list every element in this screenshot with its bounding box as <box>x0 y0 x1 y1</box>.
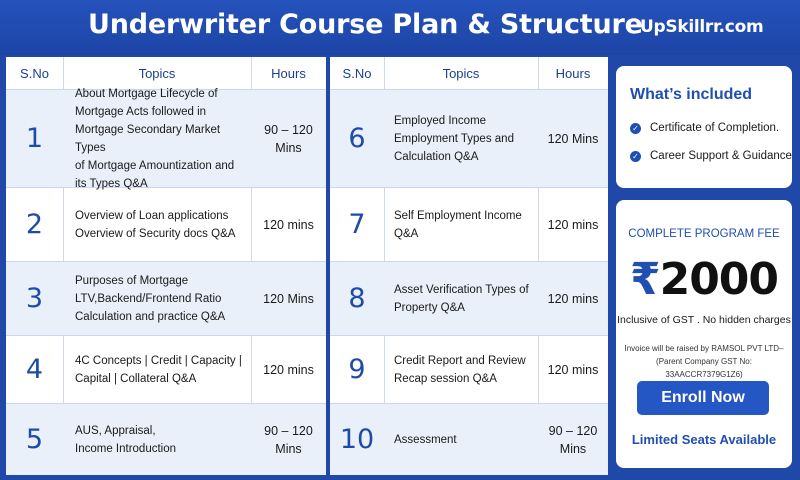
row-hours: 120 mins <box>547 362 599 377</box>
row-topic: Self Employment Income Q&A <box>394 209 522 240</box>
course-table-right <box>330 57 608 475</box>
row-topic: Asset Verification Types of Property Q&A <box>394 283 529 314</box>
row-topic: Purposes of Mortgage LTV,Backend/Frontend Ratio Calculation and practice Q&A <box>75 274 226 323</box>
included-item <box>630 120 779 136</box>
row-number: 10 <box>339 424 375 455</box>
row-topic: Overview of Loan applications Overview of Security docs Q&A <box>75 209 236 240</box>
row-number: 8 <box>348 283 366 314</box>
table-row <box>6 336 326 404</box>
table-row <box>330 262 608 336</box>
included-item-label: Certificate of Completion. <box>650 122 780 134</box>
included-item <box>630 148 792 164</box>
row-hours: 90 – 120 Mins <box>264 122 313 155</box>
fee-note: Inclusive of GST . No hidden charges <box>617 314 791 326</box>
column-header-topics: Topics <box>138 66 176 81</box>
row-hours: 120 mins <box>547 291 599 306</box>
fee-amount: 2000 <box>659 254 779 305</box>
row-hours: 120 Mins <box>547 131 599 146</box>
row-topic: Credit Report and Review Recap session Q&A <box>394 354 526 385</box>
column-header-hours: Hours <box>555 66 591 81</box>
header-bar <box>0 0 800 55</box>
table-row <box>6 404 326 475</box>
table-row <box>330 336 608 404</box>
included-item-label: Career Support & Guidance <box>650 150 792 162</box>
row-topic: Assessment <box>394 433 457 446</box>
row-number: 9 <box>348 354 366 385</box>
row-number: 5 <box>25 424 44 455</box>
column-header-topics: Topics <box>442 66 480 81</box>
row-hours: 120 mins <box>547 217 599 232</box>
program-fee-card <box>616 200 792 468</box>
page-title: Underwriter Course Plan & Structure <box>88 9 643 40</box>
row-number: 6 <box>348 123 366 154</box>
rupee-icon: ₹ <box>629 254 660 305</box>
check-circle-icon: ✓ <box>630 151 641 162</box>
row-topic: AUS, Appraisal, Income Introduction <box>75 424 177 455</box>
table-row <box>6 188 326 262</box>
table-row <box>330 404 608 475</box>
row-topic: About Mortgage Lifecycle of Mortgage Acts followed in Mortgage Secondary Market Types of Mortgage Amountization and its Types Q&A <box>75 87 235 190</box>
invoice-note: Invoice will be raised by RAMSOL PVT LTD– (Parent Company GST No: 33AACCR7379G1Z6) <box>624 344 784 379</box>
table-header <box>330 57 608 90</box>
row-hours: 120 Mins <box>263 291 314 306</box>
row-hours: 90 – 120 Mins <box>264 423 313 456</box>
column-header-hours: Hours <box>271 66 306 81</box>
course-table-left <box>6 57 326 475</box>
row-number: 3 <box>25 283 44 314</box>
row-number: 4 <box>25 354 44 385</box>
table-row <box>330 90 608 188</box>
row-topic: Employed Income Employment Types and Calculation Q&A <box>394 114 514 163</box>
row-number: 2 <box>25 209 44 240</box>
column-header-sno: S.No <box>20 66 49 81</box>
row-topic: 4C Concepts | Credit | Capacity | Capital | Collateral Q&A <box>75 354 242 385</box>
table-row <box>330 188 608 262</box>
whats-included-title: What’s included <box>630 86 753 103</box>
brand-logo[interactable]: UpSkillrr.com <box>640 17 764 37</box>
table-row <box>6 87 326 190</box>
row-hours: 120 mins <box>263 217 314 232</box>
limited-seats-text: Limited Seats Available <box>631 432 777 447</box>
fee-label: COMPLETE PROGRAM FEE <box>628 228 780 240</box>
table-row <box>6 262 326 336</box>
row-number: 1 <box>25 123 44 154</box>
enroll-now-button[interactable]: Enroll Now <box>637 381 769 415</box>
row-hours: 120 mins <box>263 362 314 377</box>
check-circle-icon: ✓ <box>630 123 641 134</box>
whats-included-card <box>616 66 792 188</box>
fee-price <box>616 254 792 305</box>
row-hours: 90 – 120 Mins <box>548 423 598 456</box>
row-number: 7 <box>348 209 366 240</box>
column-header-sno: S.No <box>342 66 372 81</box>
